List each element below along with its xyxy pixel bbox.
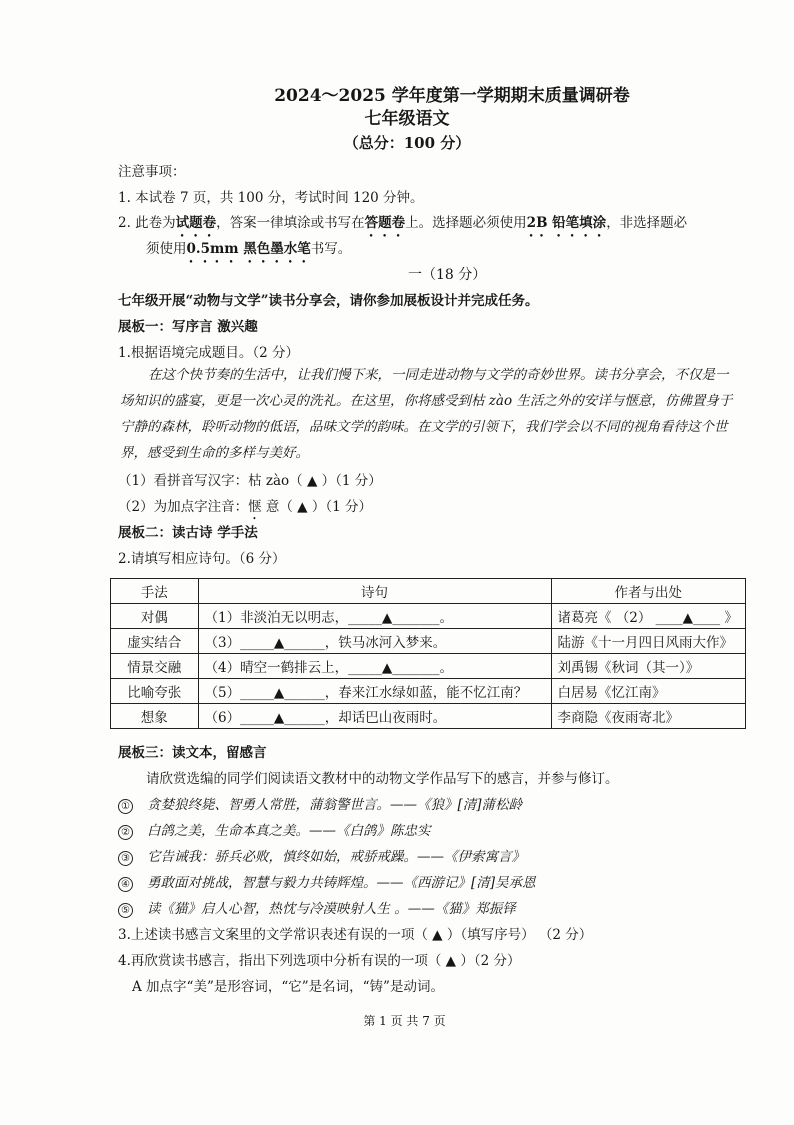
table-cell: （5）_____▲______，春来江水绿如蓝，能不忆江南？: [198, 679, 551, 704]
table-row: [111, 604, 746, 629]
notice-heading: 注意事项：: [118, 164, 186, 180]
table-header-cell: 手法: [111, 579, 199, 604]
table-header-cell: 作者与出处: [551, 579, 745, 604]
reading-passage: 在这个快节奏的生活中，让我们慢下来，一同走进动物与文学的奇妙世界。读书分享会，不仅是一场知识的盛宴，更是一次心灵的洗礼。在这里，你将感受到枯 zào 生活之外的安详与惬意，仿佛置身于宁静的森林，聆听动物的低语，品味文学的韵味。在文学的引领下，我们学会以不同的视角看待这个世界，感受到生命的多样与美好。: [120, 367, 733, 461]
list-item: [118, 848, 525, 866]
question-3: 3.上述读书感言文案里的文学常识表述有误的一项（ ▲ ）（填写序号） （2 分）: [118, 927, 593, 943]
list-item: [118, 796, 522, 814]
table-row: [111, 704, 746, 729]
page-footer: 第 1 页 共 7 页: [363, 1014, 446, 1028]
notice-emphasis-1: 试题卷: [175, 215, 217, 231]
item-number: ⑤: [118, 903, 133, 918]
notice-item-1: 1. 本试卷 7 页，共 100 分，考试时间 120 分钟。: [118, 190, 424, 206]
item-number: ④: [118, 877, 133, 892]
board-3-heading: 展板三：读文本，留感言: [118, 745, 267, 761]
table-cell: （4）晴空一鹤排云上，_____▲_______。: [198, 654, 551, 679]
list-item: [118, 900, 516, 918]
section-1-intro: 七年级开展“动物与文学”读书分享会，请你参加展板设计并完成任务。: [118, 293, 539, 309]
table-cell: 比喻夸张: [111, 679, 199, 704]
question-1: 1.根据语境完成题目。（2 分）: [118, 345, 300, 361]
item-text: 白鸽之美，生命本真之美。——《白鸽》陈忠实: [147, 823, 431, 839]
exam-subject: 七年级语文: [364, 109, 450, 129]
table-cell: （3）_____▲______，铁马冰河入梦来。: [198, 629, 551, 654]
table-cell: 白居易《忆江南》: [551, 679, 745, 704]
table-cell: 情景交融: [111, 654, 199, 679]
notice-item-2-text: ，非选择题必: [606, 215, 688, 231]
notice-emphasis-3: 2B 铅笔填涂: [526, 215, 607, 231]
table-cell: （6）_____▲______，却话巴山夜雨时。: [198, 704, 551, 729]
notice-item-2-text: ，答案一律填涂或书写在: [216, 215, 365, 231]
item-text: 它告诫我：骄兵必败，慎终如始，戒骄戒躁。——《伊索寓言》: [147, 849, 525, 865]
notice-emphasis-2: 答题卷: [364, 215, 406, 231]
item-number: ②: [118, 825, 133, 840]
table-row: [111, 679, 746, 704]
item-text: 读《猫》启人心智，热忱与冷漠映射人生 。——《猫》郑振铎: [147, 901, 516, 917]
table-header-row: [111, 579, 746, 604]
poem-table: [110, 578, 746, 729]
notice-emphasis-4: 0.5mm 黑色墨水笔: [186, 241, 311, 257]
table-cell: 诸葛亮《 （2） ____▲____ 》: [551, 604, 745, 629]
table-cell: （1）非淡泊无以明志，_____▲_______。: [198, 604, 551, 629]
notice-item-2-text: 书写。: [310, 241, 352, 257]
table-row: [111, 654, 746, 679]
board-1-heading: 展板一：写序言 激兴趣: [118, 319, 258, 335]
exam-total-score: （总分：100 分）: [343, 134, 471, 152]
notice-item-2-text: 上。选择题必须使用: [405, 215, 527, 231]
table-cell: 想象: [111, 704, 199, 729]
table-cell: 虚实结合: [111, 629, 199, 654]
question-1-2: [118, 498, 372, 523]
board-3-intro: 请欣赏选编的同学们阅读语文教材中的动物文学作品写下的感言，并参与修订。: [146, 771, 619, 787]
question-2: 2.请填写相应诗句。（6 分）: [118, 551, 286, 567]
question-1-2-text: （2）为加点字注音：: [118, 499, 249, 515]
table-cell: 李商隐《夜雨寄北》: [551, 704, 745, 729]
table-row: [111, 629, 746, 654]
item-number: ③: [118, 851, 133, 866]
board-2-heading: 展板二：读古诗 学手法: [118, 525, 258, 541]
item-text: 贪婪狼终毙、智勇人常胜，蒲翁警世言。——《狼》[清]蒲松龄: [147, 797, 523, 813]
question-1-2-text: 意（ ▲ ）（1 分）: [261, 499, 372, 515]
table-header-cell: 诗句: [198, 579, 551, 604]
section-1-heading: 一（18 分）: [408, 267, 487, 283]
table-cell: 刘禹锡《秋词（其一）》: [551, 654, 745, 679]
option-a: A 加点字“美”是形容词，“它”是名词，“铸”是动词。: [132, 979, 444, 995]
notice-item-2-text: 2. 此卷为: [118, 215, 176, 231]
notice-item-2-text: 须使用: [146, 241, 187, 257]
question-1-1: （1）看拼音写汉字：枯 zào（ ▲ ）（1 分）: [118, 473, 382, 489]
notice-item-2: [118, 214, 687, 240]
table-cell: 对偶: [111, 604, 199, 629]
dotted-character: 惬: [248, 499, 262, 515]
item-text: 勇敢面对挑战，智慧与毅力共铸辉煌。——《西游记》[清]吴承恩: [147, 875, 536, 891]
list-item: [118, 822, 431, 840]
table-cell: 陆游《十一月四日风雨大作》: [551, 629, 745, 654]
item-number: ①: [118, 799, 133, 814]
question-4: 4.再欣赏读书感言，指出下列选项中分析有误的一项（ ▲ ）（2 分）: [118, 953, 521, 969]
exam-title: 2024～2025 学年度第一学期期末质量调研卷: [274, 86, 630, 106]
notice-item-2-line2: [146, 240, 351, 266]
list-item: [118, 874, 536, 892]
